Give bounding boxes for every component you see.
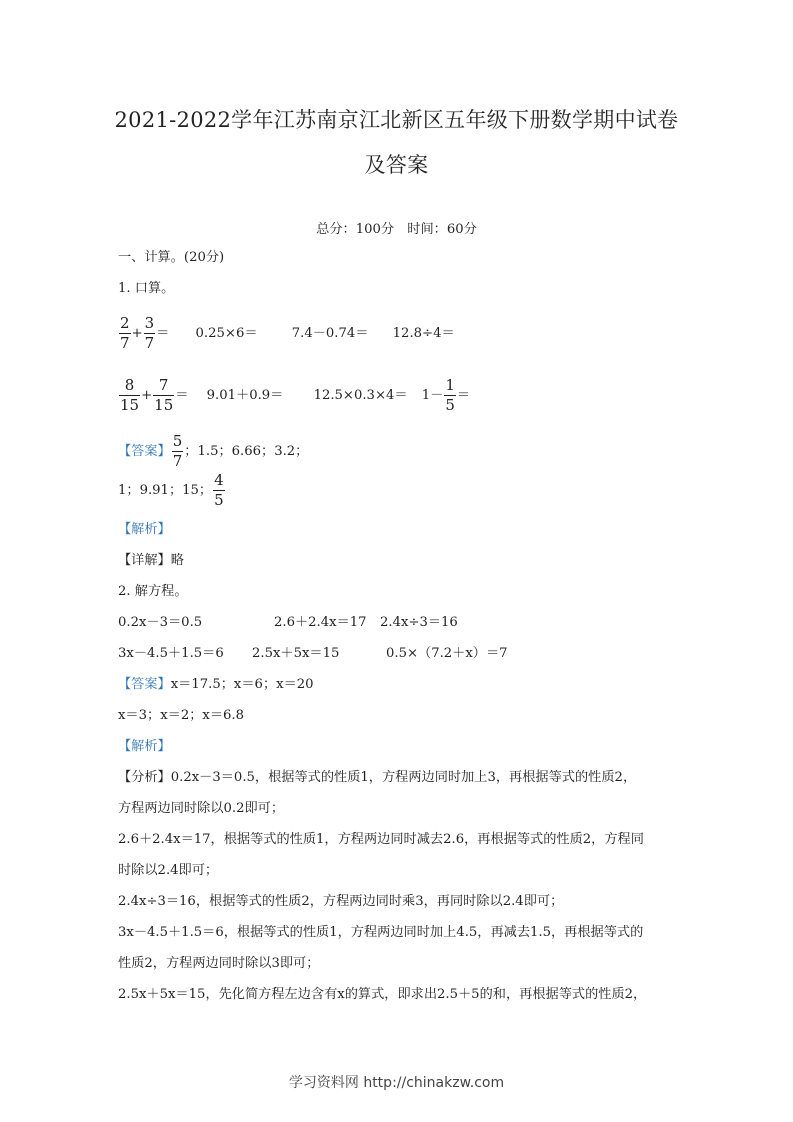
fraction: $\frac{3}{7}$	[144, 314, 155, 352]
equation: 0.2x－3＝0.5	[118, 615, 203, 630]
q1-row2: $\frac{8}{15}$ + $\frac{7}{15}$ ＝ 9.01＋0.9＝ 12.5×0.3×4＝ 1－ $\frac{1}{5}$ ＝	[120, 376, 471, 414]
analysis-line: 2.4x÷3＝16，根据等式的性质2，方程两边同时乘3，再同时除以2.4即可；	[118, 894, 564, 909]
fraction: $\frac{8}{15}$	[120, 376, 140, 414]
analysis-line: 2.6＋2.4x＝17，根据等式的性质1，方程两边同时减去2.6，再根据等式的性质2，方程同	[118, 832, 644, 847]
equation: 2.6＋2.4x＝17	[274, 615, 367, 630]
document-title-line2: 及答案	[364, 153, 429, 177]
fraction: $\frac{1}{5}$	[445, 376, 455, 414]
q2-equations-row2	[118, 645, 508, 663]
q1-row1: $\frac{2}{7}$ + $\frac{3}{7}$ ＝ 0.25×6＝ 7.4－0.74＝ 12.8÷4＝	[120, 314, 455, 352]
expr: 7.4－0.74＝	[291, 326, 369, 341]
q1-title: 1. 口算。	[118, 281, 175, 296]
section-heading: 一、计算。(20分)	[118, 250, 225, 265]
q2-answer-line2: x＝3；x＝2；x＝6.8	[118, 708, 245, 723]
analysis-line: 时除以2.4即可；	[118, 863, 219, 878]
analysis-line: 【分析】0.2x－3＝0.5，根据等式的性质1，方程两边同时加上3，再根据等式的性质2，	[118, 770, 637, 785]
analysis-line: 性质2，方程两边同时除以3即可；	[118, 956, 320, 971]
expr: 9.01＋0.9＝	[206, 388, 284, 403]
expr: 1－	[421, 388, 444, 403]
score-info: 总分：100分 时间：60分	[316, 222, 477, 237]
q1-answer-line1: 【答案】 $\frac{5}{7}$ ；1.5；6.66；3.2；	[118, 432, 309, 470]
expr: 12.8÷4＝	[392, 326, 455, 341]
equation: 2.4x÷3＝16	[380, 615, 458, 630]
fraction: $\frac{2}{7}$	[120, 314, 130, 352]
answer-tag: 【答案】	[118, 677, 171, 692]
analysis-line: 方程两边同时除以0.2即可；	[118, 801, 285, 816]
document-title-line1: 2021-2022学年江苏南京江北新区五年级下册数学期中试卷	[114, 108, 679, 132]
q2-title: 2. 解方程。	[118, 584, 188, 599]
q2-answer-line1: 【答案】x＝17.5；x＝6；x＝20	[118, 677, 314, 692]
expr: 0.25×6＝	[195, 326, 258, 341]
q1-detail: 【详解】略	[118, 553, 184, 568]
q2-analysis-tag: 【解析】	[118, 739, 171, 754]
fraction: $\frac{7}{15}$	[154, 376, 174, 414]
fraction: $\frac{5}{7}$	[172, 432, 183, 470]
footer-watermark: 学习资料网 http://chinakzw.com	[288, 1075, 505, 1091]
q1-analysis-tag: 【解析】	[118, 522, 171, 537]
expr: 12.5×0.3×4＝	[313, 388, 408, 403]
equation: 0.5×（7.2＋x）＝7	[386, 646, 508, 661]
equation: 2.5x＋5x＝15	[252, 646, 340, 661]
analysis-line: 3x－4.5＋1.5＝6，根据等式的性质1，方程两边同时加上4.5，再减去1.5，再根据等式的	[118, 925, 644, 940]
answer-tag: 【答案】	[118, 444, 171, 459]
analysis-line: 2.5x＋5x＝15，先化简方程左边含有x的算式，即求出2.5＋5的和，再根据等式的性质2，	[118, 987, 647, 1002]
q1-answer-line2: 1；9.91；15； $\frac{4}{5}$	[118, 471, 224, 509]
q2-equations-row1	[118, 614, 458, 632]
equation: 3x－4.5＋1.5＝6	[118, 646, 224, 661]
fraction: $\frac{4}{5}$	[214, 471, 224, 509]
